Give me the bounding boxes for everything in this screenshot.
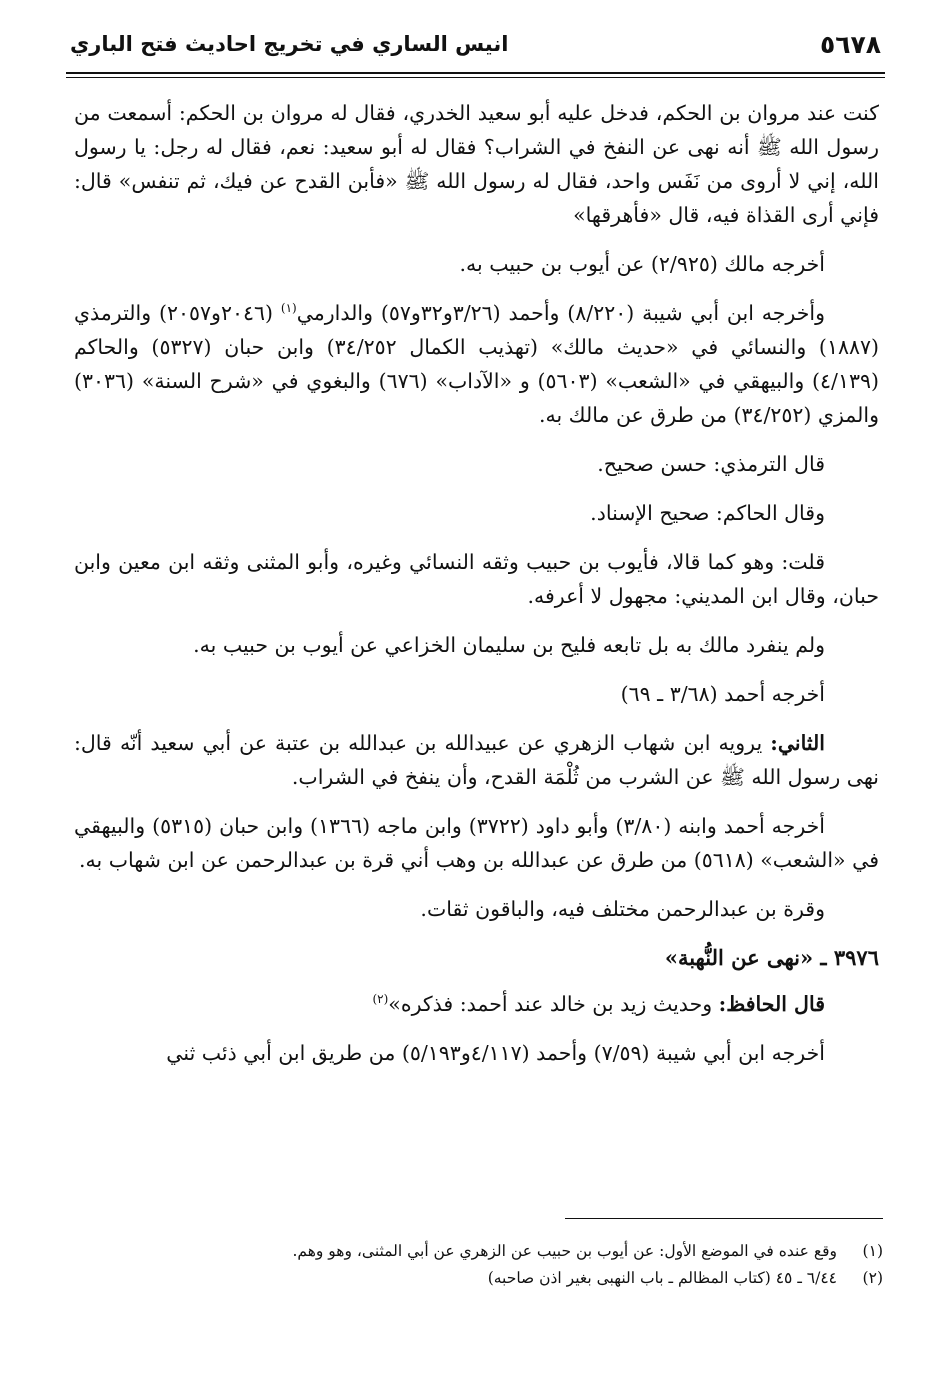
footnote-ref-2[interactable]: (٢) (372, 992, 389, 1007)
footnote-mark: (٢) (862, 1269, 883, 1287)
paragraph-text: وأخرجه ابن أبي شيبة (٨/٢٢٠) وأحمد (٣/٢٦و٣٢و٥٧) والدارمي (296, 301, 826, 325)
page-number: ٥٦٧٨ (819, 30, 881, 59)
footnote-text: وقع عنده في الموضع الأول: عن أيوب بن حبيب عن الزهري عن أبي المثنى، وهو وهم. (292, 1242, 837, 1260)
paragraph: ولم ينفرد مالك به بل تابعه فليح بن سليمان الخزاعي عن أيوب بن حبيب به. (193, 633, 825, 657)
footnote (70, 1238, 883, 1265)
paragraph: أخرجه أحمد وابنه (٣/٨٠) وأبو داود (٣٧٢٢) وابن ماجه (١٣٦٦) وابن حبان (٥٣١٥) والبيهقي في «الشعب» (٥٦١٨) من طرق عن عبدالله بن وهب أني قرة بن عبدالرحمن عن ابن شهاب به. (74, 814, 879, 872)
page-header (66, 28, 885, 72)
section-label: الثاني: (770, 731, 825, 755)
footnote-text: ٦/٤٤ ـ ٤٥ (كتاب المظالم ـ باب النهبى بغير اذن صاحبه) (487, 1269, 837, 1287)
paragraph-text: (٢٠٤٦و٢٠٥٧) والترمذي (١٨٨٧) والنسائي في «حديث مالك» (تهذيب الكمال ٣٤/٢٥٢) وابن حبان (٥٣٢٧) والحاكم (٤/١٣٩) والبيهقي في «الشعب» (٥٦٠٣) و «الآداب» (٦٧٦) والبغوي في «شرح السنة» (٣٠٣٦) والمزي (٣٤/٢٥٢) من طرق عن مالك به. (74, 301, 879, 427)
section-label: قال الحافظ: (718, 992, 825, 1016)
header-rule-thick (66, 72, 885, 74)
footnote-separator (565, 1218, 883, 1219)
paragraph: كنت عند مروان بن الحكم، فدخل عليه أبو سعيد الخدري، فقال له مروان بن الحكم: أسمعت من رسول الله ﷺ أنه نهى عن النفخ في الشراب؟ فقال له أبو سعيد: نعم، فقال له رجل: يا رسول الله، إني لا أروى من نَفَس واحد، فقال له رسول الله ﷺ «فأبن القدح عن فيك، ثم تنفس» قال: فإني أرى القذاة فيه، قال «فأهرقها» (74, 101, 879, 227)
running-title: انيس الساري في تخريج احاديث فتح الباري (70, 32, 509, 56)
paragraph-text: يرويه ابن شهاب الزهري عن عبيدالله بن عبدالله بن عتبة عن أبي سعيد أنّه قال: نهى رسول الله ﷺ عن الشرب من ثُلْمَة القدح، وأن ينفخ في الشراب. (74, 731, 879, 789)
footnote-mark: (١) (862, 1242, 883, 1260)
main-text (74, 96, 879, 1085)
footnote (70, 1265, 883, 1292)
header-rule-thin (66, 77, 885, 78)
paragraph (74, 987, 879, 1021)
paragraph (74, 726, 879, 794)
paragraph-text: وحديث زيد بن خالد عند أحمد: فذكره» (388, 992, 719, 1016)
paragraph: قال الترمذي: حسن صحيح. (597, 452, 825, 476)
paragraph: قلت: وهو كما قالا، فأيوب بن حبيب وثقه النسائي وغيره، وأبو المثنى وثقه ابن معين وابن حبان، وقال ابن المديني: مجهول لا أعرفه. (74, 550, 879, 608)
paragraph: وقرة بن عبدالرحمن مختلف فيه، والباقون ثقات. (420, 897, 825, 921)
paragraph: أخرجه مالك (٢/٩٢٥) عن أيوب بن حبيب به. (459, 252, 825, 276)
paragraph: أخرجه ابن أبي شيبة (٧/٥٩) وأحمد (٤/١١٧و٥/١٩٣) من طريق ابن أبي ذئب ثني (166, 1041, 825, 1065)
footnote-ref-1[interactable]: (١) (280, 301, 297, 316)
paragraph: وقال الحاكم: صحيح الإسناد. (590, 501, 825, 525)
hadith-heading: ٣٩٧٦ ـ «نهى عن النُّهبة» (664, 945, 879, 970)
paragraph: أخرجه أحمد (٣/٦٨ ـ ٦٩) (620, 682, 825, 706)
footnotes (70, 1238, 883, 1292)
paragraph (74, 296, 879, 432)
